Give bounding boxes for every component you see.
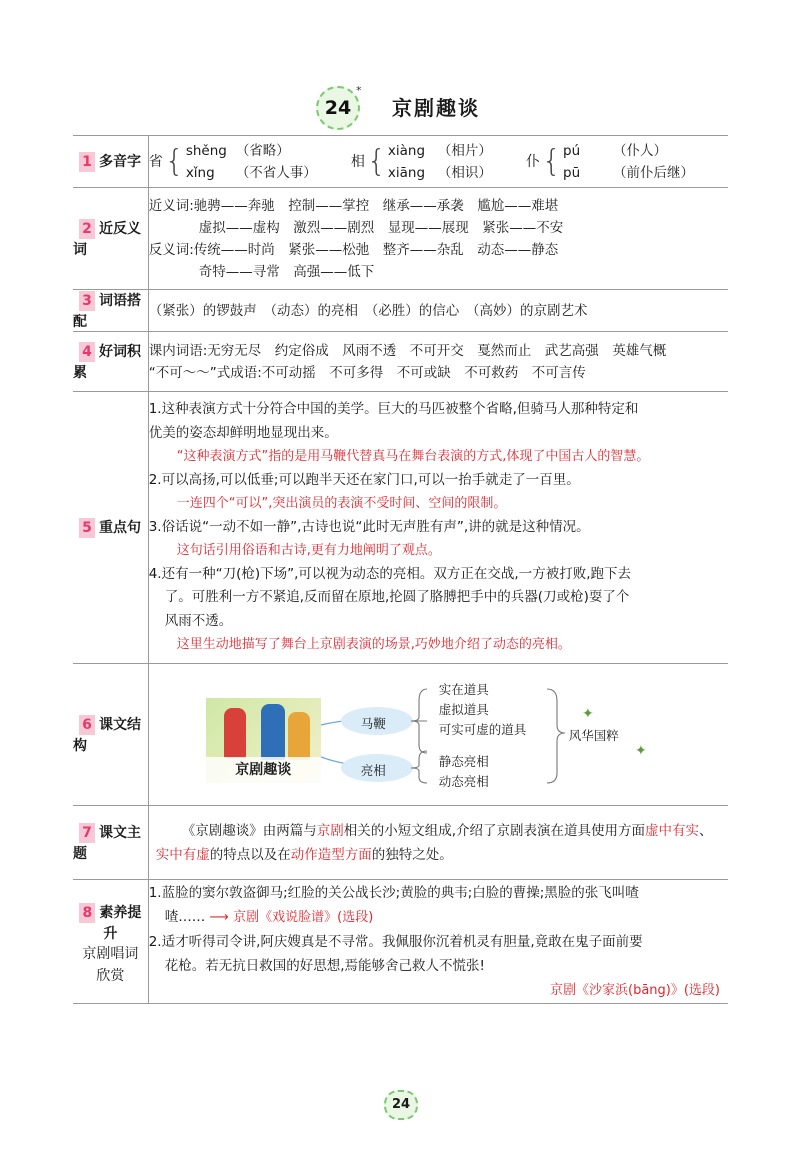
pinyin: xǐng — [185, 164, 215, 181]
section-label: 素养提升 — [99, 905, 142, 942]
section-number: 8 — [79, 903, 95, 923]
theme-highlight: 动作造型方面 — [290, 846, 372, 863]
brace-icon: { — [366, 143, 386, 179]
section-collocation — [73, 290, 728, 332]
poly-char: 相 — [350, 153, 365, 170]
svg-text:✦: ✦ — [634, 742, 647, 759]
section-sublabel: 京剧唱词 — [82, 946, 139, 962]
image-caption: 京剧趣谈 — [206, 757, 321, 783]
section-structure — [73, 664, 728, 806]
lyric-source: 京剧《沙家浜(bāng)》(选段) — [550, 982, 720, 998]
section-number: 5 — [79, 518, 95, 538]
theme-part: 的独特之处。 — [371, 846, 453, 863]
brace-icon: { — [541, 143, 561, 179]
leaf-label: 虚拟道具 — [438, 701, 489, 717]
sentence: 优美的姿态却鲜明地显现出来。 — [148, 424, 338, 441]
text-line: “不可～～”式成语:不可动摇 不可多得 不可或缺 不可救药 不可言传 — [148, 364, 586, 381]
sentence: 2.可以高扬,可以低垂;可以跑半天还在家门口,可以一抬手就走了一百里。 — [148, 471, 580, 488]
section-number: 2 — [79, 219, 95, 239]
pinyin: shěng — [185, 142, 227, 159]
theme-part: 相关的小短文组成,介绍了京剧表演在道具使用方面 — [343, 822, 646, 839]
text-line: 课内词语:无穷无尽 约定俗成 风雨不透 不可开交 戛然而止 武艺高强 英雄气概 — [148, 342, 667, 359]
polyphonic-group — [526, 140, 694, 184]
section-appreciation — [73, 880, 728, 1004]
lesson-number: 24 — [316, 86, 360, 130]
arrow-icon: ⟶ — [209, 908, 229, 925]
word: （相片） — [437, 142, 492, 159]
leaf-label: 动态亮相 — [438, 773, 489, 789]
lesson-header — [0, 84, 800, 128]
pinyin: xiāng — [387, 164, 426, 181]
leaf-label: 静态亮相 — [438, 753, 489, 769]
theme-text — [156, 819, 724, 867]
annotation: 一连四个“可以”,突出演员的表演不受时间、空间的限制。 — [176, 496, 507, 512]
text-line: 奇特——寻常 高强——低下 — [198, 263, 375, 280]
branch-label: 亮相 — [360, 762, 386, 778]
theme-part: 《京剧趣谈》由两篇与 — [181, 822, 317, 839]
section-label: 多音字 — [99, 154, 141, 170]
sentence: 3.俗话说“一动不如一静”,古诗也说“此时无声胜有声”,讲的就是这种情况。 — [148, 518, 590, 535]
annotation: “这种表演方式”指的是用马鞭代替真马在舞台表演的方式,体现了中国古人的智慧。 — [176, 449, 650, 465]
section-label: 近反义词 — [73, 221, 141, 258]
word: （省略） — [235, 142, 290, 159]
sentence: 1.这种表演方式十分符合中国的美学。巨大的马匹被整个省略,但骑马人那种特定和 — [148, 401, 639, 418]
section-label: 课文主题 — [73, 825, 141, 862]
section-number: 1 — [79, 152, 95, 172]
word: （前仆后继） — [613, 164, 694, 181]
sentence: 风雨不透。 — [164, 612, 233, 629]
poly-char: 仆 — [525, 153, 540, 170]
page-number: 24 — [384, 1090, 418, 1120]
theme-highlight: 虚 — [645, 822, 659, 839]
lyric-line: 喳…… — [164, 908, 206, 925]
structure-lines — [149, 665, 709, 805]
lesson-star: * — [356, 84, 362, 97]
section-label: 词语搭配 — [73, 293, 141, 330]
branch-label: 马鞭 — [360, 715, 386, 731]
lesson-title: 京剧趣谈 — [392, 96, 480, 120]
poly-char: 省 — [148, 153, 163, 170]
theme-highlight: 京剧 — [316, 822, 344, 839]
lyric-source: 京剧《戏说脸谱》(选段) — [233, 909, 374, 925]
polyphonic-group — [351, 140, 492, 184]
annotation: 这句话引用俗语和古诗,更有力地阐明了观点。 — [176, 543, 441, 559]
text-line: （紧张）的锣鼓声 （动态）的亮相 （必胜）的信心 （高妙）的京剧艺术 — [148, 302, 588, 319]
section-synonyms — [73, 188, 728, 290]
theme-part: 、 — [699, 822, 713, 839]
word: （相识） — [437, 164, 492, 181]
theme-highlight: 中有实 — [658, 822, 700, 839]
brace-icon: { — [164, 143, 184, 179]
leaf-label: 可实可虚的道具 — [438, 721, 527, 737]
lyric-line: 1.蓝脸的窦尔敦盗御马;红脸的关公战长沙;黄脸的典韦;白脸的曹操;黑脸的张飞叫喳 — [148, 884, 639, 901]
leaf-label: 实在道具 — [438, 681, 489, 697]
section-number: 3 — [79, 291, 95, 311]
section-label: 好词积累 — [73, 344, 141, 381]
polyphonic-list — [149, 140, 728, 184]
section-good-words — [73, 332, 728, 392]
study-table — [73, 135, 728, 1004]
text-line: 近义词:驰骋——奔驰 控制——掌控 继承——承袭 尴尬——难堪 — [148, 197, 559, 214]
structure-diagram — [149, 665, 728, 805]
text-line: 虚拟——虚构 激烈——剧烈 显现——展现 紧张——不安 — [198, 219, 564, 236]
svg-text:✦: ✦ — [581, 705, 594, 722]
lyric-line: 花枪。若无抗日救国的好思想,焉能够舍己救人不慌张! — [164, 957, 485, 974]
section-label: 重点句 — [99, 520, 141, 536]
theme-highlight: 实中有虚 — [155, 846, 210, 863]
word: （不省人事） — [235, 164, 317, 181]
pinyin: pū — [563, 164, 581, 181]
sentence: 了。可胜利一方不紧追,反而留在原地,抡圆了胳膊把手中的兵器(刀或枪)耍了个 — [164, 589, 630, 606]
section-label: 课文结构 — [73, 717, 141, 754]
section-number: 6 — [79, 715, 95, 735]
pinyin: xiàng — [387, 142, 426, 159]
theme-part: 的特点以及在 — [209, 846, 291, 863]
section-polyphonic — [73, 136, 728, 188]
section-key-sentences — [73, 392, 728, 664]
polyphonic-group — [149, 140, 317, 184]
annotation: 这里生动地描写了舞台上京剧表演的场景,巧妙地介绍了动态的亮相。 — [176, 637, 571, 653]
section-sublabel: 欣赏 — [96, 968, 125, 984]
pinyin: pú — [563, 142, 581, 159]
section-number: 7 — [79, 823, 95, 843]
lyric-line: 2.适才听得司令讲,阿庆嫂真是不寻常。我佩服你沉着机灵有胆量,竟敢在鬼子面前要 — [148, 933, 643, 950]
text-line: 反义词:传统——时尚 紧张——松弛 整齐——杂乱 动态——静态 — [148, 241, 559, 258]
structure-result: 风华国粹 — [568, 727, 619, 743]
sentence: 4.还有一种“刀(枪)下场”,可以视为动态的亮相。双方正在交战,一方被打败,跑下去 — [148, 565, 631, 582]
word: （仆人） — [613, 142, 667, 159]
section-number: 4 — [79, 342, 95, 362]
section-theme — [73, 806, 728, 880]
